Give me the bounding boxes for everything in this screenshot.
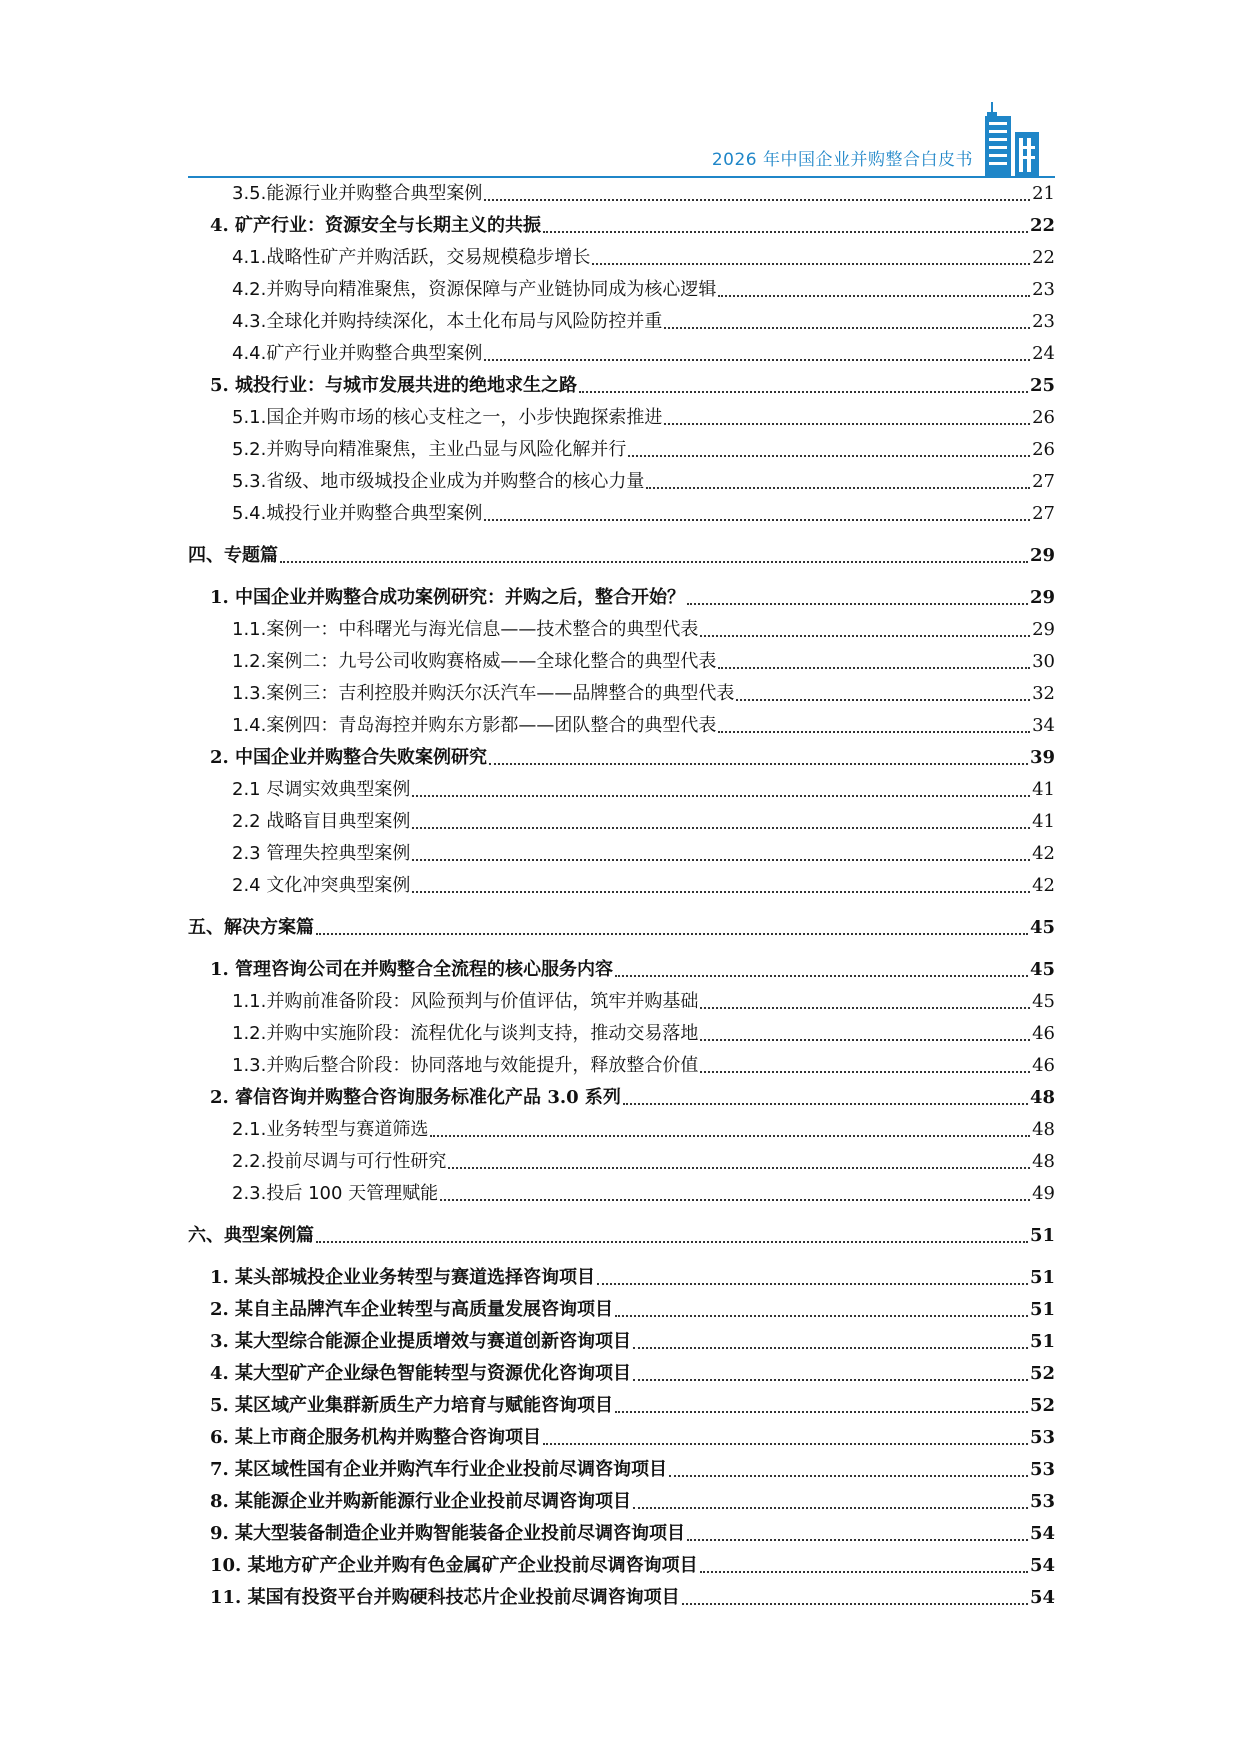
toc-page-number: 27: [1032, 471, 1055, 492]
toc-spacer: [188, 944, 1055, 954]
toc-entry[interactable]: [188, 338, 1055, 370]
toc-page-number: 45: [1029, 917, 1055, 938]
toc-page-number: 25: [1029, 375, 1055, 396]
toc-page-number: 48: [1029, 1087, 1055, 1108]
toc-page-number: 41: [1032, 811, 1055, 832]
toc-entry[interactable]: [188, 838, 1055, 870]
toc-entry-title: 11. 某国有投资平台并购硬科技芯片企业投前尽调咨询项目: [210, 1587, 680, 1608]
toc-entry[interactable]: [188, 742, 1055, 774]
toc-entry[interactable]: [188, 370, 1055, 402]
toc-leader-dots: [700, 635, 1030, 637]
toc-entry-title: 1.1.并购前准备阶段：风险预判与价值评估，筑牢并购基础: [232, 991, 699, 1012]
toc-entry-title: 3.5.能源行业并购整合典型案例: [232, 183, 483, 204]
toc-page-number: 39: [1029, 747, 1055, 768]
toc-entry[interactable]: [188, 646, 1055, 678]
toc-entry-title: 2. 睿信咨询并购整合咨询服务标准化产品 3.0 系列: [210, 1087, 621, 1108]
toc-leader-dots: [700, 1039, 1030, 1041]
toc-page-number: 52: [1029, 1395, 1055, 1416]
toc-entry-title: 5.4.城投行业并购整合典型案例: [232, 503, 483, 524]
toc-entry[interactable]: [188, 1454, 1055, 1486]
toc-spacer: [188, 902, 1055, 912]
toc-leader-dots: [489, 763, 1028, 765]
toc-leader-dots: [687, 603, 1028, 605]
toc-entry-title: 6. 某上市商企服务机构并购整合咨询项目: [210, 1427, 542, 1448]
toc-page-number: 24: [1032, 343, 1055, 364]
toc-leader-dots: [615, 1411, 1028, 1413]
toc-entry[interactable]: [188, 1390, 1055, 1422]
toc-entry[interactable]: [188, 434, 1055, 466]
toc-page-number: 54: [1029, 1587, 1055, 1608]
toc-leader-dots: [412, 859, 1030, 861]
toc-leader-dots: [412, 827, 1030, 829]
toc-leader-dots: [440, 1199, 1030, 1201]
toc-entry[interactable]: [188, 582, 1055, 614]
toc-entry[interactable]: [188, 710, 1055, 742]
toc-page-number: 51: [1029, 1299, 1055, 1320]
toc-entry-title: 五、解决方案篇: [188, 917, 314, 938]
toc-leader-dots: [669, 1475, 1028, 1477]
toc-leader-dots: [484, 519, 1030, 521]
toc-entry[interactable]: [188, 1220, 1055, 1252]
toc-leader-dots: [682, 1603, 1028, 1605]
toc-page-number: 48: [1032, 1151, 1055, 1172]
toc-leader-dots: [579, 391, 1028, 393]
toc-entry-title: 2. 中国企业并购整合失败案例研究: [210, 747, 488, 768]
toc-leader-dots: [664, 423, 1030, 425]
toc-leader-dots: [316, 1241, 1028, 1243]
toc-entry-title: 2.3.投后 100 天管理赋能: [232, 1183, 439, 1204]
toc-entry-title: 3. 某大型综合能源企业提质增效与赛道创新咨询项目: [210, 1331, 632, 1352]
toc-leader-dots: [646, 487, 1030, 489]
toc-leader-dots: [412, 891, 1030, 893]
toc-leader-dots: [280, 561, 1028, 563]
toc-entry-title: 4.1.战略性矿产并购活跃，交易规模稳步增长: [232, 247, 591, 268]
toc-page-number: 48: [1032, 1119, 1055, 1140]
toc-leader-dots: [623, 1103, 1028, 1105]
toc-leader-dots: [484, 359, 1030, 361]
toc-page-number: 29: [1032, 619, 1055, 640]
toc-leader-dots: [687, 1539, 1028, 1541]
toc-entry[interactable]: [188, 210, 1055, 242]
toc-page-number: 30: [1032, 651, 1055, 672]
toc-page-number: 46: [1032, 1023, 1055, 1044]
toc-entry-title: 4.4.矿产行业并购整合典型案例: [232, 343, 483, 364]
toc-entry[interactable]: [188, 178, 1055, 210]
toc-leader-dots: [597, 1283, 1028, 1285]
toc-page-number: 21: [1032, 183, 1055, 204]
toc-entry-title: 9. 某大型装备制造企业并购智能装备企业投前尽调咨询项目: [210, 1523, 686, 1544]
toc-entry-title: 4. 某大型矿产企业绿色智能转型与资源优化咨询项目: [210, 1363, 632, 1384]
toc-page-number: 23: [1032, 279, 1055, 300]
building-icon: [985, 96, 1055, 176]
toc-leader-dots: [628, 455, 1030, 457]
toc-entry-title: 5.2.并购导向精准聚焦，主业凸显与风险化解并行: [232, 439, 627, 460]
toc-leader-dots: [430, 1135, 1030, 1137]
toc-spacer: [188, 1252, 1055, 1262]
toc-entry-title: 四、专题篇: [188, 545, 278, 566]
toc-leader-dots: [543, 1443, 1028, 1445]
toc-page-number: 53: [1029, 1427, 1055, 1448]
toc-entry-title: 5. 城投行业：与城市发展共进的绝地求生之路: [210, 375, 578, 396]
toc-leader-dots: [664, 327, 1030, 329]
table-of-contents: [188, 178, 1055, 1614]
toc-entry[interactable]: [188, 306, 1055, 338]
toc-entry-title: 2. 某自主品牌汽车企业转型与高质量发展咨询项目: [210, 1299, 614, 1320]
toc-page-number: 46: [1032, 1055, 1055, 1076]
toc-entry[interactable]: [188, 912, 1055, 944]
toc-page-number: 51: [1029, 1267, 1055, 1288]
toc-entry-title: 10. 某地方矿产企业并购有色金属矿产企业投前尽调咨询项目: [210, 1555, 698, 1576]
toc-page-number: 41: [1032, 779, 1055, 800]
toc-entry[interactable]: [188, 1582, 1055, 1614]
toc-page-number: 27: [1032, 503, 1055, 524]
toc-leader-dots: [736, 699, 1030, 701]
toc-entry[interactable]: [188, 540, 1055, 572]
toc-page-number: 45: [1032, 991, 1055, 1012]
toc-leader-dots: [615, 975, 1028, 977]
toc-page-number: 51: [1029, 1331, 1055, 1352]
toc-entry[interactable]: [188, 1018, 1055, 1050]
toc-entry[interactable]: [188, 1486, 1055, 1518]
toc-leader-dots: [718, 667, 1030, 669]
toc-entry-title: 2.2.投前尽调与可行性研究: [232, 1151, 447, 1172]
toc-page-number: 42: [1032, 875, 1055, 896]
toc-entry-title: 1. 某头部城投企业业务转型与赛道选择咨询项目: [210, 1267, 596, 1288]
toc-leader-dots: [543, 231, 1028, 233]
toc-entry[interactable]: [188, 954, 1055, 986]
toc-entry[interactable]: [188, 1326, 1055, 1358]
toc-entry-title: 1. 中国企业并购整合成功案例研究：并购之后，整合开始？: [210, 587, 686, 608]
toc-entry-title: 1.4.案例四：青岛海控并购东方影都——团队整合的典型代表: [232, 715, 717, 736]
toc-page-number: 49: [1032, 1183, 1055, 1204]
toc-entry-title: 2.3 管理失控典型案例: [232, 843, 411, 864]
toc-leader-dots: [700, 1071, 1030, 1073]
toc-page-number: 23: [1032, 311, 1055, 332]
toc-entry[interactable]: [188, 1294, 1055, 1326]
toc-entry[interactable]: [188, 614, 1055, 646]
toc-entry[interactable]: [188, 774, 1055, 806]
toc-entry[interactable]: [188, 870, 1055, 902]
toc-page-number: 34: [1032, 715, 1055, 736]
header-title: 2026 年中国企业并购整合白皮书: [711, 150, 973, 170]
toc-entry[interactable]: [188, 466, 1055, 498]
toc-leader-dots: [592, 263, 1030, 265]
toc-entry[interactable]: [188, 1114, 1055, 1146]
toc-page-number: 51: [1029, 1225, 1055, 1246]
toc-page-number: 26: [1032, 439, 1055, 460]
toc-entry[interactable]: [188, 1146, 1055, 1178]
toc-page-number: 42: [1032, 843, 1055, 864]
toc-entry-title: 4. 矿产行业：资源安全与长期主义的共振: [210, 215, 542, 236]
toc-entry-title: 六、典型案例篇: [188, 1225, 314, 1246]
toc-leader-dots: [615, 1315, 1028, 1317]
toc-entry[interactable]: [188, 1262, 1055, 1294]
toc-entry[interactable]: [188, 1550, 1055, 1582]
toc-entry-title: 1.1.案例一：中科曙光与海光信息——技术整合的典型代表: [232, 619, 699, 640]
toc-page-number: 29: [1029, 587, 1055, 608]
toc-leader-dots: [484, 199, 1030, 201]
toc-entry-title: 5.1.国企并购市场的核心支柱之一，小步快跑探索推进: [232, 407, 663, 428]
toc-page-number: 52: [1029, 1363, 1055, 1384]
toc-entry[interactable]: [188, 806, 1055, 838]
toc-entry[interactable]: [188, 1518, 1055, 1550]
toc-entry-title: 1.2.并购中实施阶段：流程优化与谈判支持，推动交易落地: [232, 1023, 699, 1044]
toc-entry[interactable]: [188, 1178, 1055, 1210]
toc-page-number: 32: [1032, 683, 1055, 704]
toc-entry[interactable]: [188, 1358, 1055, 1390]
toc-entry-title: 7. 某区域性国有企业并购汽车行业企业投前尽调咨询项目: [210, 1459, 668, 1480]
toc-page-number: 29: [1029, 545, 1055, 566]
toc-leader-dots: [633, 1379, 1028, 1381]
toc-page-number: 53: [1029, 1459, 1055, 1480]
toc-entry[interactable]: [188, 1422, 1055, 1454]
toc-entry[interactable]: [188, 986, 1055, 1018]
toc-entry-title: 1.3.案例三：吉利控股并购沃尔沃汽车——品牌整合的典型代表: [232, 683, 735, 704]
toc-entry-title: 1. 管理咨询公司在并购整合全流程的核心服务内容: [210, 959, 614, 980]
toc-entry-title: 2.1.业务转型与赛道筛选: [232, 1119, 429, 1140]
toc-leader-dots: [700, 1007, 1030, 1009]
toc-entry-title: 5. 某区域产业集群新质生产力培育与赋能咨询项目: [210, 1395, 614, 1416]
toc-page-number: 22: [1032, 247, 1055, 268]
toc-entry[interactable]: [188, 274, 1055, 306]
toc-entry-title: 1.3.并购后整合阶段：协同落地与效能提升，释放整合价值: [232, 1055, 699, 1076]
toc-page-number: 22: [1029, 215, 1055, 236]
toc-spacer: [188, 572, 1055, 582]
toc-entry-title: 5.3.省级、地市级城投企业成为并购整合的核心力量: [232, 471, 645, 492]
toc-entry-title: 2.4 文化冲突典型案例: [232, 875, 411, 896]
toc-leader-dots: [718, 295, 1030, 297]
toc-page-number: 53: [1029, 1491, 1055, 1512]
toc-entry[interactable]: [188, 498, 1055, 530]
toc-spacer: [188, 1210, 1055, 1220]
toc-entry-title: 2.2 战略盲目典型案例: [232, 811, 411, 832]
toc-leader-dots: [448, 1167, 1030, 1169]
toc-entry-title: 4.3.全球化并购持续深化，本土化布局与风险防控并重: [232, 311, 663, 332]
toc-leader-dots: [316, 933, 1028, 935]
toc-entry[interactable]: [188, 678, 1055, 710]
toc-page-number: 54: [1029, 1523, 1055, 1544]
toc-entry[interactable]: [188, 402, 1055, 434]
toc-leader-dots: [633, 1347, 1028, 1349]
toc-entry[interactable]: [188, 1050, 1055, 1082]
toc-leader-dots: [412, 795, 1030, 797]
toc-leader-dots: [700, 1571, 1028, 1573]
toc-spacer: [188, 530, 1055, 540]
toc-page-number: 26: [1032, 407, 1055, 428]
toc-leader-dots: [633, 1507, 1028, 1509]
toc-entry-title: 8. 某能源企业并购新能源行业企业投前尽调咨询项目: [210, 1491, 632, 1512]
toc-entry-title: 1.2.案例二：九号公司收购赛格威——全球化整合的典型代表: [232, 651, 717, 672]
toc-entry[interactable]: [188, 1082, 1055, 1114]
toc-entry-title: 2.1 尽调实效典型案例: [232, 779, 411, 800]
toc-entry-title: 4.2.并购导向精准聚焦，资源保障与产业链协同成为核心逻辑: [232, 279, 717, 300]
toc-entry[interactable]: [188, 242, 1055, 274]
toc-page-number: 54: [1029, 1555, 1055, 1576]
page-header: [188, 84, 1055, 178]
toc-page-number: 45: [1029, 959, 1055, 980]
toc-leader-dots: [718, 731, 1030, 733]
